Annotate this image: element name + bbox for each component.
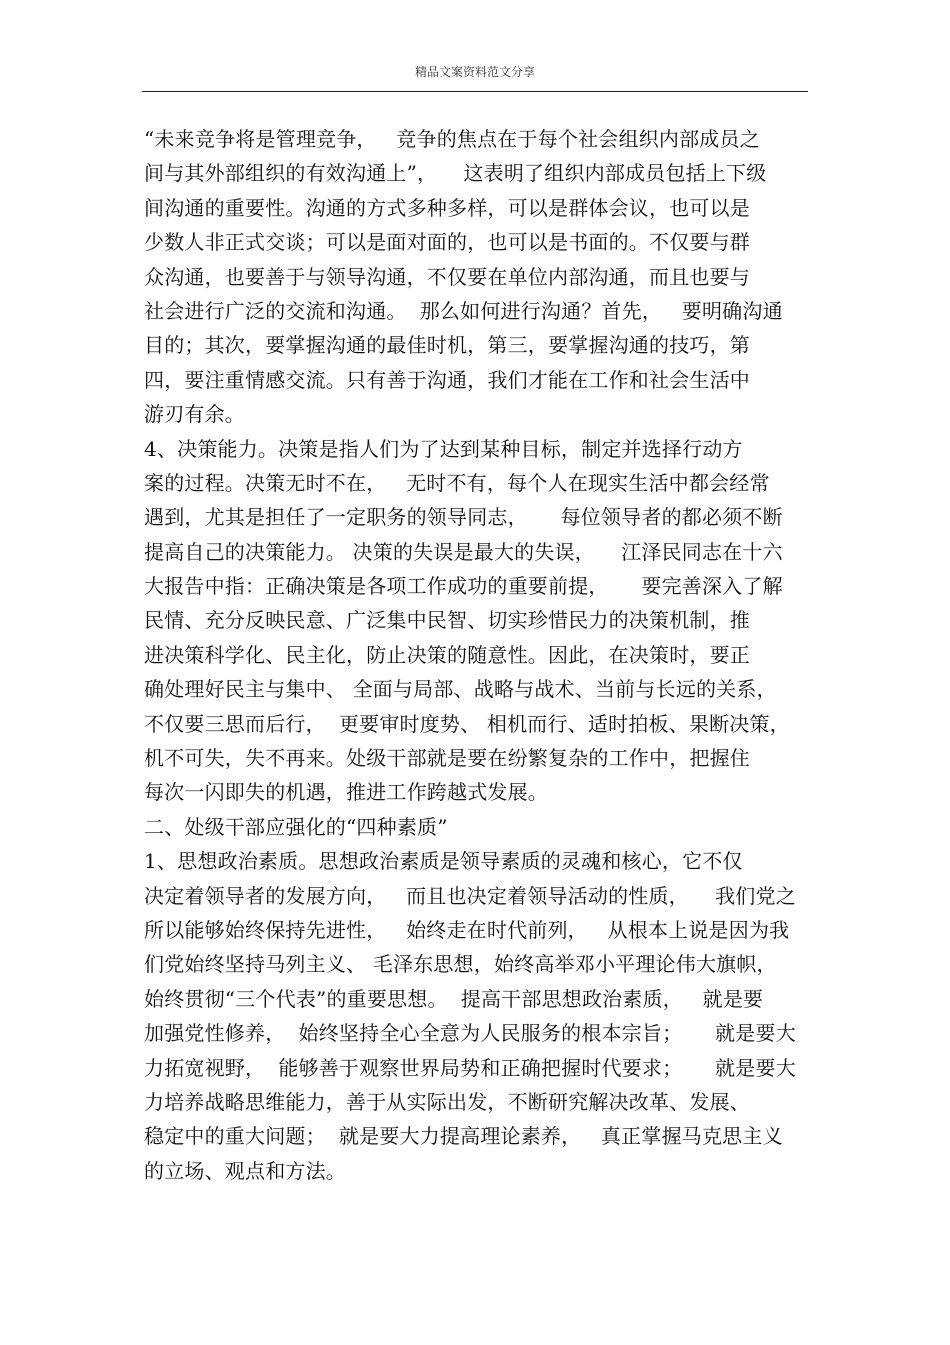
text-line: 所以能够始终保持先进性， 始终走在时代前列， 从根本上说是因为我 xyxy=(144,917,790,942)
text-line: 始终贯彻“三个代表”的重要思想。 提高干部思想政治素质， 就是要 xyxy=(144,986,764,1011)
text-line: 稳定中的重大问题； 就是要大力提高理论素养， 真正掌握马克思主义 xyxy=(144,1124,783,1149)
text-line: 大报告中指：正确决策是各项工作成功的重要前提， 要完善深入了解 xyxy=(144,574,783,599)
text-line: 力培养战略思维能力，善于从实际出发，不断研究解决改革、发展、 xyxy=(144,1089,750,1114)
page-header: 精品文案资料范文分享 xyxy=(414,65,535,79)
text-line: 4、决策能力。决策是指人们为了达到某种目标，制定并选择行动方 xyxy=(144,436,743,461)
section-heading: 二、处级干部应强化的“四种素质” xyxy=(144,814,448,839)
text-line: 力拓宽视野， 能够善于观察世界局势和正确把握时代要求； 就是要大 xyxy=(144,1055,796,1080)
text-line: 不仅要三思而后行， 更要审时度势、 相机而行、适时拍板、果断决策， xyxy=(144,711,790,736)
text-line: 民情、充分反映民意、广泛集中民智、切实珍惜民力的决策机制，推 xyxy=(144,608,750,633)
text-line: 众沟通，也要善于与领导沟通，不仅要在单位内部沟通，而且也要与 xyxy=(144,264,750,289)
text-line: 少数人非正式交谈；可以是面对面的，也可以是书面的。不仅要与群 xyxy=(144,230,750,255)
text-line: 确处理好民主与集中、 全面与局部、战略与战术、当前与长远的关系， xyxy=(144,677,777,702)
header-divider xyxy=(142,91,808,92)
text-line: 遇到，尤其是担任了一定职务的领导同志， 每位领导者的都必须不断 xyxy=(144,505,783,530)
text-line: 间沟通的重要性。沟通的方式多种多样，可以是群体会议，也可以是 xyxy=(144,195,750,220)
text-line: 每次一闪即失的机遇，推进工作跨越式发展。 xyxy=(144,780,548,805)
text-line: 们党始终坚持马列主义、 毛泽东思想，始终高举邓小平理论伟大旗帜， xyxy=(144,952,777,977)
text-line: 目的；其次，要掌握沟通的最佳时机，第三，要掌握沟通的技巧，第 xyxy=(144,333,750,358)
text-line: 机不可失，失不再来。处级干部就是要在纷繁复杂的工作中，把握住 xyxy=(144,746,750,771)
text-line: “未来竞争将是管理竞争， 竞争的焦点在于每个社会组织内部成员之 xyxy=(144,127,760,151)
text-line: 游刃有余。 xyxy=(144,402,245,427)
text-line: 提高自己的决策能力。 决策的失误是最大的失误， 江泽民同志在十六 xyxy=(144,539,783,564)
text-line: 的立场、观点和方法。 xyxy=(144,1158,346,1183)
text-line: 加强党性修养， 始终坚持全心全意为人民服务的根本宗旨； 就是要大 xyxy=(144,1021,796,1046)
text-line: 案的过程。决策无时不在， 无时不有，每个人在现实生活中都会经常 xyxy=(144,470,770,495)
text-line: 社会进行广泛的交流和沟通。 那么如何进行沟通？首先， 要明确沟通 xyxy=(144,298,783,323)
text-line: 四，要注重情感交流。只有善于沟通，我们才能在工作和社会生活中 xyxy=(144,367,750,392)
text-line: 决定着领导者的发展方向， 而且也决定着领导活动的性质， 我们党之 xyxy=(144,883,796,908)
text-line: 间与其外部组织的有效沟通上”， 这表明了组织内部成员包括上下级 xyxy=(144,161,767,186)
text-line: 1、思想政治素质。思想政治素质是领导素质的灵魂和核心，它不仅 xyxy=(144,849,743,874)
body-text xyxy=(144,122,814,1188)
text-line: 进决策科学化、民主化，防止决策的随意性。因此，在决策时，要正 xyxy=(144,642,750,667)
